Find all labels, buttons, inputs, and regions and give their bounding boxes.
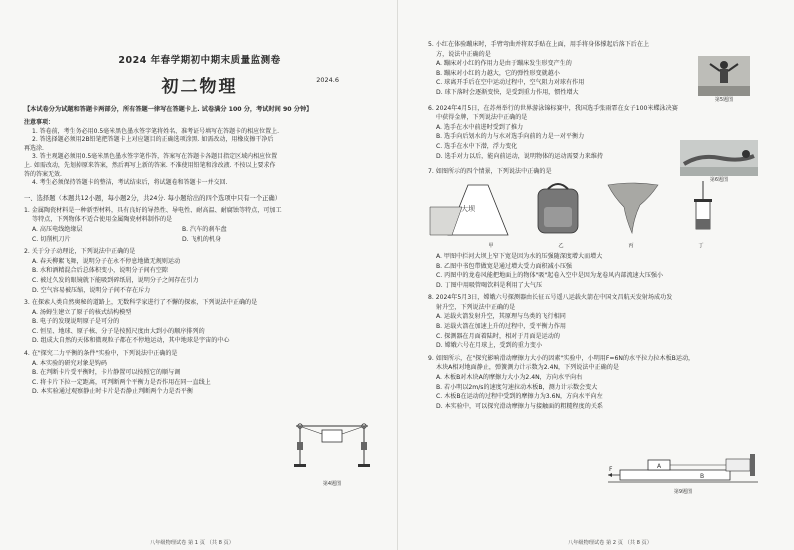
option-c: C. 球离开手后在空中运动过程中，空气阻力对球有作用 <box>436 79 585 87</box>
figure-label: 丙 <box>628 243 634 250</box>
instructions-title: 注意事项： <box>24 119 55 126</box>
option-c: C. 切削机刀片 <box>32 235 71 243</box>
option-d: D. 组成大自然的天体和微观粒子都在不停地运动，其中地球是宇宙的中心 <box>32 337 230 345</box>
question-9 <box>428 354 776 412</box>
option-d: D. 嫦娥六号在月球上，受到的重力变小 <box>436 342 543 350</box>
option-c: C. 探测器在月面着陆时，相对于月面是运动的 <box>436 332 560 340</box>
option-c: C. 将卡片下拉一定距离，可判断两个平衡力是否作用在同一直线上 <box>32 378 211 386</box>
four-scenes-figure <box>428 179 738 239</box>
question-stem: 7. 如图所示的四个情景，下列说法中正确的是 <box>428 168 552 176</box>
instruction-line: 再选涂. <box>24 144 44 152</box>
exam-date: 2024.6 <box>316 76 339 84</box>
option-b: B. 在判断卡片受平衡时，卡片静置可以按照它的顺与调 <box>32 369 181 377</box>
option-c: C. 被过久发的眼镜就下能吸到碎纸屑，说明分子之间存在引力 <box>32 276 199 284</box>
instruction-line: 4. 考生必须保持答题卡的整洁，考试结束后，将试题卷和答题卡一并交回. <box>32 179 228 187</box>
option-b: B. 蹦床对小红的力越大，它的弹性形变就越小 <box>436 69 560 77</box>
option-a: A. 运载火箭发射升空，其原理与鸟类的飞行相同 <box>436 313 566 321</box>
instruction-line: 2. 答选择题必须用2B铅笔把答题卡上对应题目的正确选项涂黑. 如需改动，用橡皮擦干净后 <box>32 136 274 144</box>
question-stem: 木块A相对地面静止，弹簧测力计示数为2.4N，下列说法中正确的是 <box>436 364 619 372</box>
option-a: A. 高压电线绝缘层 <box>32 225 83 233</box>
question-stem: 5. 小红在体验蹦床时，手臂弯曲并将双手贴在上面，用手将身体撑起后落下后在上 <box>428 41 650 48</box>
option-b: B. 汽车的刹车盘 <box>182 225 227 233</box>
option-b: B. 若小明以2m/s的速度匀速拉动木板B，测力计示数会变大 <box>436 383 598 391</box>
page-footer: 八年级物理试卷 第 1 页 （共 8 页） <box>150 540 234 546</box>
trampoline-photo-figure <box>698 56 750 96</box>
option-b: B. 水和酒精混合后总体积变小，说明分子间有空隙 <box>32 267 169 275</box>
option-d: D. 本实验通过观察静止时卡片是否静止判断两个力是否平衡 <box>32 388 193 396</box>
figure-4 <box>292 418 372 487</box>
question-stem: 4. 在"探究二力平衡的条件"实验中，下列说法中正确的是 <box>24 350 178 358</box>
option-c: C. 选手在水中下潜，浮力变化 <box>436 142 518 150</box>
question-1 <box>24 206 375 244</box>
subject-title: 初二物理 <box>161 77 238 97</box>
option-c: C. 丙图中的龙卷风能把地面上的物体"吸"起卷入空中是因为龙卷风内部流速大压强小 <box>436 272 664 280</box>
option-d: D. 本实验中，可以探究滑动摩擦力与接触面的粗糙程度的关系 <box>436 402 604 410</box>
question-stem: 6. 2024年4月5日，在苏州举行的世界游泳锦标赛中，我国选手张雨霏在女子100米蝶泳决赛 <box>428 104 678 112</box>
question-8 <box>428 293 776 351</box>
exam-title: 2024 年春学期初中期末质量监测卷 <box>118 55 281 66</box>
question-3 <box>24 298 375 346</box>
question-stem: 2. 关于分子动理论，下列说法中正确的是 <box>24 248 136 256</box>
question-2 <box>24 247 375 295</box>
option-a: A. 选手在水中前进时受到了推力 <box>436 123 524 131</box>
question-4 <box>24 349 375 397</box>
question-stem: 1. 金属陶瓷材料是一种新型材料，具有良好的导热性、导电性、耐高温、耐腐蚀等特点，可加工 <box>24 206 282 214</box>
question-stem: 3. 在探索人类自然奥秘的道路上，无数科学家进行了不懈的探索，下列说法中正确的是 <box>24 299 258 307</box>
option-a: A. 木板B对木块A的摩擦力大小为2.4N，方向水平向右 <box>436 374 583 382</box>
option-c: C. 木板B在运动的过程中受到的摩擦力为3.6N，方向水平向左 <box>436 393 603 401</box>
instruction-line: 上. 如需改动，先划掉原来答案，然后再写上新的答案. 不准使用铅笔和涂改液. 不按以上要求作 <box>24 161 276 169</box>
page-footer: 八年级物理试卷 第 2 页 （共 8 页） <box>568 540 652 546</box>
question-7 <box>428 167 776 290</box>
question-stem: 方，说法中正确的是 <box>436 50 491 58</box>
figure-caption: 第6题图 <box>709 177 729 183</box>
svg-text:A: A <box>657 463 662 470</box>
option-d: D. 球下落时会逐渐变快，是受到重力作用，惯性增大 <box>436 88 579 96</box>
friction-apparatus-figure <box>608 450 758 488</box>
option-a: A. 蹦床对小红的作用力是由于蹦床发生形变产生的 <box>436 60 572 68</box>
option-d: D. 丁图中用吸管喝饮料是利用了大气压 <box>436 281 543 289</box>
figure-9 <box>608 450 758 495</box>
exam-notice: 【本试卷分为试题和答题卡两部分，所有答题一律写在答题卡上. 试卷满分 100 分，考试时间 90 分钟】 <box>24 106 313 113</box>
instruction-line: 1. 答卷前，考生务必用0.5毫米黑色墨水签字笔将姓名、准考证号填写在答题卡的相应位置上. <box>32 127 280 135</box>
dam-label: 大坝 <box>461 204 475 213</box>
svg-text:B: B <box>700 473 705 480</box>
figure-caption: 第4题图 <box>322 481 342 487</box>
figure-7 <box>428 179 776 252</box>
option-d: D. 选手对力以后，能向前运动，说明物体的运动需要力来维持 <box>436 152 604 160</box>
question-stem: 射升空，下列说法中正确的是 <box>436 303 516 311</box>
figure-labels <box>428 242 776 252</box>
svg-text:F: F <box>609 466 613 473</box>
option-row <box>24 225 375 235</box>
instructions <box>24 119 375 188</box>
option-row <box>24 235 375 245</box>
figure-label: 丁 <box>698 243 704 250</box>
question-stem: 等特点，下列物体不适合使用金属陶瓷材料制作的是 <box>32 216 173 224</box>
option-a: A. 汤姆生建立了原子的核式结构模型 <box>32 308 132 316</box>
option-b: B. 电子的发现说明原子是可分的 <box>32 318 120 326</box>
instruction-line: 答的答案无效. <box>24 170 62 178</box>
option-b: B. 乙图中书包带做宽是通过增大受力面积减小压强 <box>436 262 573 270</box>
figure-label: 乙 <box>558 243 564 250</box>
section-title: 一、选择题（本题共12小题，每小题2分，共24分. 每小题给出的四个选项中只有一个正确） <box>24 194 282 202</box>
two-force-apparatus-figure <box>292 418 372 480</box>
instruction-line: 3. 答主观题必须用0.5毫米黑色墨水签字笔作答，答案写在答题卡各题目指定区域内相应位置 <box>32 153 278 161</box>
option-d: D. 空气容易被压缩，说明分子间不存在斥力 <box>32 286 151 294</box>
option-d: D. 飞机的机身 <box>182 235 222 243</box>
option-c: C. 恒星、地球、原子核、分子是按照尺度由大到小的顺序排列的 <box>32 327 205 335</box>
figure-label: 甲 <box>488 243 494 250</box>
right-page <box>397 0 794 550</box>
swimmer-photo-figure <box>680 140 758 176</box>
question-stem: 9. 如图所示，在"探究影响滑动摩擦力大小的因素"实验中，小明用F=6N的水平拉力拉木板B运动， <box>428 354 695 362</box>
option-a: A. 本实验的研究对象是钩码 <box>32 359 107 367</box>
option-b: B. 选手向后划水的力与水对选手向前的力是一对平衡力 <box>436 133 585 141</box>
question-stem: 8. 2024年5月3日，嫦娥六号探测器由长征五号遥八运载火箭在中国文昌航天发射场成功发 <box>428 294 673 302</box>
option-a: A. 春天柳絮飞舞，说明分子在永不停息地做无规则运动 <box>32 257 181 265</box>
figure-6 <box>680 140 758 183</box>
figure-5 <box>698 56 750 103</box>
option-b: B. 运载火箭在加速上升的过程中，受平衡力作用 <box>436 323 566 331</box>
figure-caption: 第5题图 <box>714 97 734 103</box>
option-a: A. 甲图中拦河大坝上窄下宽是因为水的压强随深度增大而增大 <box>436 252 603 260</box>
question-stem: 中获得金牌，下列说法中正确的是 <box>436 114 528 122</box>
figure-caption: 第9题图 <box>673 489 693 495</box>
